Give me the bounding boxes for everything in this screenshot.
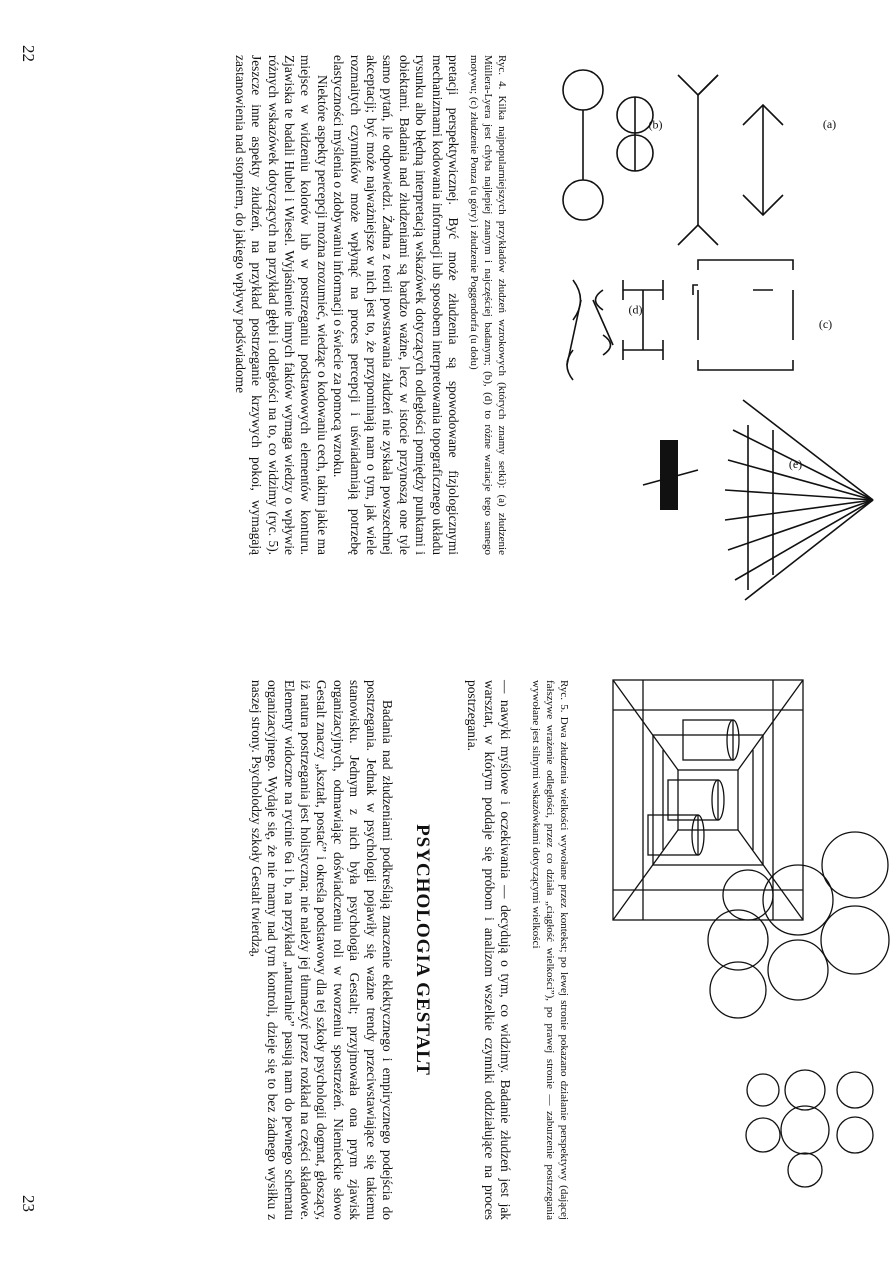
ebbinghaus-small-figure bbox=[746, 1070, 873, 1187]
left-paragraph-1: pretacji perspektywicznej. Być może złudzenia są spowodowane fizjologicznymi mechanizmami kodowania informacji lub sposobem interpretowania topograficznego układu rysunku albo błędną interpretacją wskazówek dotyczących odległości pomiędzy punktami i obiektami. Badania nad złudzeniami są bardzo ważne, lecz w istocie przynoszą one tyle samo pytań, ile odpowiedzi. Żadna z teorii powstawania złudzeń nie zyskała powszechnej akceptacji; być może najważniejsze w nich jest to, że przypominają nam o tym, jak wiele rozmaitych czynników może wpłynąć na proces percepcji i uświadamiają potrzebę elastyczności myślenia o zdobywaniu informacji o świecie za pomocą wzroku. bbox=[331, 55, 461, 555]
right-paragraph-2: Badania nad złudzeniami podkreślają znaczenie eklektycznego i empirycznego podejścia do postrzegania. Jednak w psychologii pojawiły się ważne trendy przeciwstawiające się takiemu stanowisku. Jednym z nich była psychologia Gestalt; przyjmowała ona prym zjawisk organizacyjnych, odmawiając doświadczeniu roli w tworzeniu spostrzeżeń. Niemieckie słowo Gestalt znaczy „kształt, postać” i określa podstawowy dla tej szkoły psychologii dogmat, głoszący, iż natura postrzegania jest holistyczna; nie należy jej tłumaczyć przez rozkład na części składowe. Elementy widoczne na rycinie 6a i b, na przykład „naturalnie” pasują nam do pewnego schematu organizacyjnego. Wydaje się, że nie mamy nad tym kontroli, dzieje się to bez żadnego wysiłku z naszej strony. Psycholodzy szkoły Gestalt twierdzą, bbox=[248, 680, 395, 1220]
fig4-label-a: (a) bbox=[822, 117, 837, 132]
section-heading: PSYCHOLOGIA GESTALT bbox=[412, 824, 433, 1076]
ebbinghaus-large-figure bbox=[708, 832, 889, 1018]
perspective-corridor-figure bbox=[613, 680, 803, 920]
left-page bbox=[0, 0, 893, 610]
fig4-label-b: (b) bbox=[648, 117, 663, 132]
right-body-text-2 bbox=[247, 680, 395, 1220]
figure-5-caption: Ryc. 5. Dwa złudzenia wielkości wywołane przez kontekst; po lewej stronie pokazano działanie perspektywy (dającej fałszywe wrażenie odległości, przez co działa „ciągłość wielkości”), po prawej stronie — zaburzenie postrzegania wywołane jest silnymi wskazówkami dotyczącymi wielkości bbox=[530, 680, 570, 1220]
figure-4-caption: Ryc. 4. Kilka najpopularniejszych przykładów złudzeń wzrokowych (których znamy setki): (a) złudzenie Müllera-Lyera jest chyba najlepiej znanym i najczęściej badanym; (b), (d) to różne wariacje tego samego motywu; (c) złudzenie Ponza (u góry) i złudzenie Poggendorfa (u dołu) bbox=[468, 55, 508, 555]
fig4-label-e: (e) bbox=[788, 457, 803, 472]
right-page-number: 23 bbox=[19, 1195, 38, 1212]
figure-4-illusions bbox=[563, 0, 893, 600]
fig4-label-c: (c) bbox=[818, 317, 833, 332]
left-paragraph-2: Niektóre aspekty percepcji można zrozumieć, wiedząc o kodowaniu cech, takim jakie ma miejsce w widzeniu kolorów lub w postrzeganiu podstawowych elementów konturu. Zjawiska te badali Hubel i Wiesel. Wyjaśnienie innych faktów wymaga wiedzy o wpływie różnych wskazówek dotyczących na przykład głębi i odległości na to, co widzimy (ryc. 5). Jeszcze inne aspekty złudzeń, na przykład postrzeganie krzywych pokoi, wymagają zastanowienia nad stopniem, do jakiego wpływy podświadome bbox=[232, 55, 330, 555]
muller-lyer-figure bbox=[678, 75, 783, 245]
cylinders-figure bbox=[648, 720, 739, 855]
right-page bbox=[0, 640, 893, 1263]
ponzo-brackets-figure bbox=[623, 260, 793, 370]
fig4-label-d: (d) bbox=[628, 302, 643, 317]
curved-ends-figure bbox=[567, 280, 613, 380]
left-body-text bbox=[231, 55, 461, 555]
poggendorff-figure bbox=[725, 400, 873, 600]
right-paragraph-1: — nawyki myślowe i oczekiwania — decydują o tym, co widzimy. Badanie złudzeń jest jak warsztat, w którym poddaje się próbom i analizom wszelkie czynniki oddziałujące na proces postrzegania. bbox=[465, 680, 513, 1220]
figure-5-size-illusions bbox=[563, 640, 893, 1263]
circle-bars-figure bbox=[563, 70, 653, 220]
right-body-text-1 bbox=[464, 680, 513, 1220]
left-page-number: 22 bbox=[19, 45, 38, 62]
poggendorff-bar bbox=[660, 440, 678, 510]
page-gutter bbox=[0, 600, 893, 640]
